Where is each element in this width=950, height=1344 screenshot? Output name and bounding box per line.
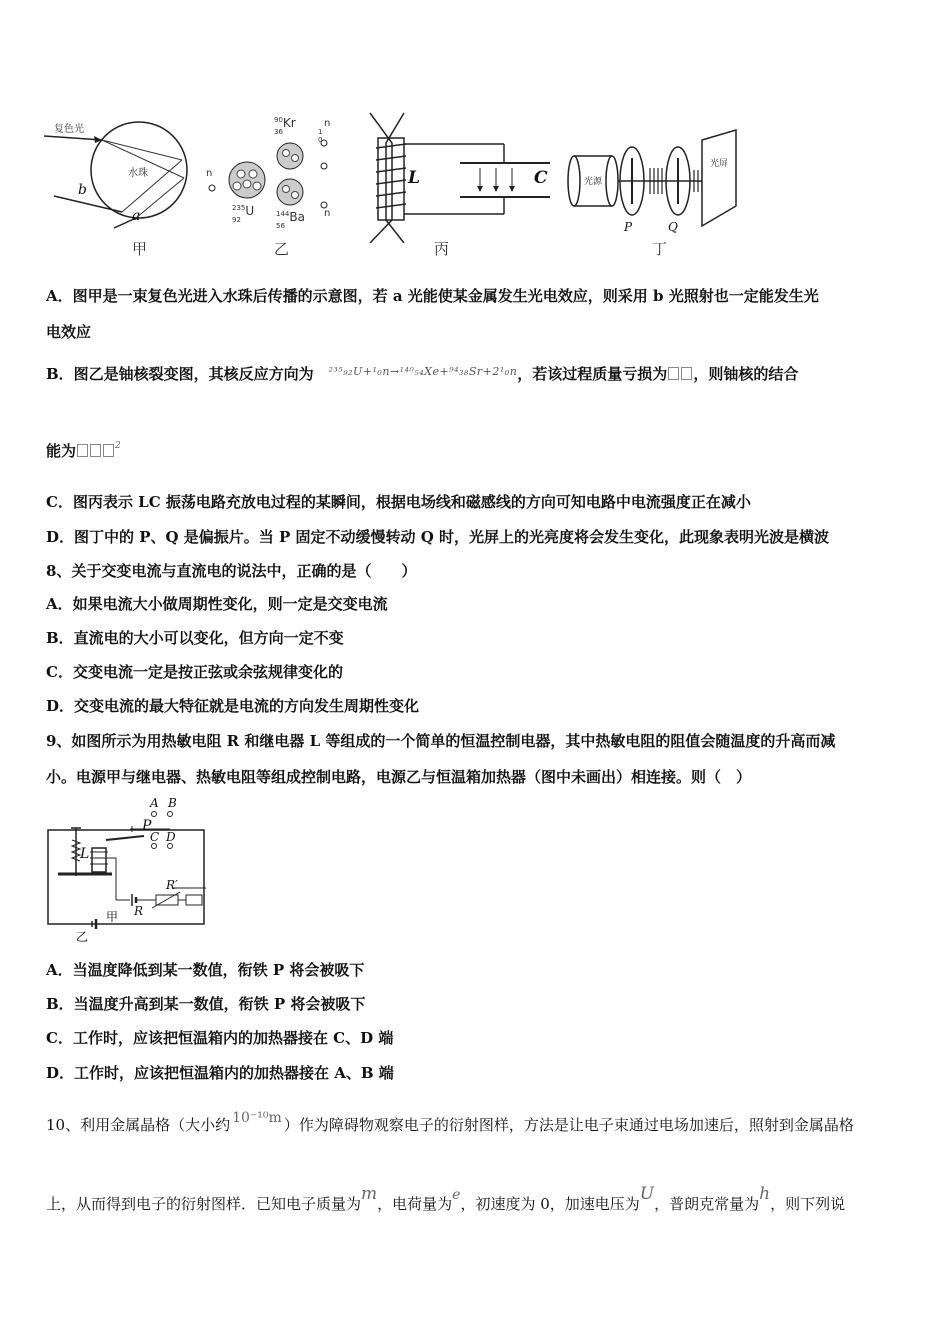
ba-number: 56 xyxy=(276,222,285,230)
neutron-left-label: n xyxy=(206,168,213,179)
figure-jia xyxy=(44,108,204,263)
ba-mass: 144 xyxy=(276,210,290,218)
source-yi-label: 乙 xyxy=(76,930,89,944)
ray-a-label: a xyxy=(132,208,141,224)
figure-ding xyxy=(564,108,754,263)
neutron-top-label: n xyxy=(324,118,331,129)
inductor-label: L xyxy=(408,168,420,188)
q7-option-a-line2: 电效应 xyxy=(46,323,92,341)
kr-symbol: Kr xyxy=(282,116,296,130)
u-number: 92 xyxy=(232,216,241,224)
q7-option-b-mid: ，若该过程质量亏损为 xyxy=(517,365,668,383)
q7-option-b xyxy=(46,362,798,384)
q9-option-b: B．当温度升高到某一数值，衔铁 P 将会被吸下 xyxy=(46,995,366,1013)
polarizer-p-label: P xyxy=(624,220,633,234)
q7-option-b-line2 xyxy=(46,436,121,461)
binding-energy-placeholder-icon xyxy=(77,444,88,457)
kr-number: 36 xyxy=(274,128,283,136)
contact-b-label: B xyxy=(168,796,177,810)
q8-option-b: B．直流电的大小可以变化，但方向一定不变 xyxy=(46,629,344,647)
polarizer-diagram xyxy=(564,108,754,233)
electron-charge-symbol: e xyxy=(452,1187,461,1203)
q9-option-d: D．工作时，应该把恒温箱内的加热器接在 A、B 端 xyxy=(46,1064,394,1082)
q7-option-a-line1: A．图甲是一束复色光进入水珠后传播的示意图，若 a 光能使某金属发生光电效应，则采用 b 光照射也一定能发生光 xyxy=(46,287,819,305)
ray-b-label: b xyxy=(78,182,87,198)
screen-label: 光屏 xyxy=(710,159,729,169)
thermistor-r-label: R xyxy=(134,904,144,918)
drop-label: 水珠 xyxy=(128,168,148,179)
q9-option-c: C．工作时，应该把恒温箱内的加热器接在 C、D 端 xyxy=(46,1029,394,1047)
neutron-bottom-label: n xyxy=(324,208,331,219)
contact-c-label: C xyxy=(150,830,160,844)
q10-line2-d: ，普朗克常量为 xyxy=(654,1195,760,1213)
figure-caption: 乙 xyxy=(274,240,290,258)
binding-energy-exponent: 2 xyxy=(115,441,121,451)
q9-option-a: A．当温度降低到某一数值，衔铁 P 将会被吸下 xyxy=(46,961,365,979)
contact-a-label: A xyxy=(150,796,159,810)
q8-option-d: D．交变电流的最大特征就是电流的方向发生周期性变化 xyxy=(46,697,420,715)
q10-line2-b: ，电荷量为 xyxy=(377,1195,453,1213)
electron-mass-symbol: m xyxy=(361,1184,378,1204)
capacitor-label: C xyxy=(534,168,548,188)
binding-energy-placeholder-icon xyxy=(103,444,114,457)
polarizer-q-label: Q xyxy=(668,220,678,234)
q7-option-b-line2-text: 能为 xyxy=(46,442,77,460)
armature-p-label: P xyxy=(142,818,152,834)
source-jia-label: 甲 xyxy=(106,910,119,924)
q8-option-a: A．如果电流大小做周期性变化，则一定是交变电流 xyxy=(46,595,388,613)
q10-line1-post: ）作为障碍物观察电子的衍射图样，方法是让电子束通过电场加速后，照射到金属晶格 xyxy=(283,1116,854,1134)
ba-symbol: Ba xyxy=(289,210,305,224)
figure-bing xyxy=(364,108,564,263)
fission-equation: ²³⁵₉₂U+¹₀n→¹⁴⁰₅₄Xe+⁹⁴₃₈Sr+2¹₀n xyxy=(328,365,518,378)
light-source-label: 光源 xyxy=(584,177,603,187)
planck-constant-symbol: h xyxy=(759,1184,771,1204)
neutron-mass: 1 xyxy=(318,128,323,136)
lattice-size-value: 10⁻¹⁰m xyxy=(232,1110,282,1126)
mass-defect-placeholder-icon xyxy=(668,367,679,380)
q7-option-b-pre: B．图乙是铀核裂变图，其核反应方向为 xyxy=(46,365,314,383)
q7-option-d: D．图丁中的 P、Q 是偏振片。当 P 固定不动缓慢转动 Q 时，光屏上的光亮度将会发生变化，此现象表明光波是横波 xyxy=(46,528,830,546)
relay-circuit-diagram xyxy=(46,796,216,946)
q10-line2-c: ，初速度为 0，加速电压为 xyxy=(460,1195,640,1213)
u-mass: 235 xyxy=(232,204,246,212)
q7-option-c: C．图丙表示 LC 振荡电路充放电过程的某瞬间，根据电场线和磁感线的方向可知电路中电流强度正在减小 xyxy=(46,493,751,511)
q10-line2-a: 上，从而得到电子的衍射图样．已知电子质量为 xyxy=(46,1195,362,1213)
figure-caption: 丁 xyxy=(652,240,668,258)
q9-stem-line1: 9、如图所示为用热敏电阻 R 和继电器 L 等组成的一个简单的恒温控制电器，其中热敏电阻的阻值会随温度的升高而减 xyxy=(46,732,836,750)
q8-option-c: C．交变电流一定是按正弦或余弦规律变化的 xyxy=(46,663,343,681)
binding-energy-placeholder-icon xyxy=(90,444,101,457)
q8-stem: 8、关于交变电流与直流电的说法中，正确的是（ ） xyxy=(46,562,417,580)
q10-line2 xyxy=(46,1184,845,1214)
figure-caption: 丙 xyxy=(434,240,450,258)
q7-option-b-post: ，则铀核的结合 xyxy=(693,365,799,383)
relay-circuit-figure xyxy=(46,796,216,946)
figure-yi xyxy=(204,108,354,263)
q9-stem-line2: 小。电源甲与继电器、热敏电阻等组成控制电路，电源乙与恒温箱加热器（图中未画出）相连接。则（ ） xyxy=(46,768,752,786)
figure-caption: 甲 xyxy=(132,240,148,258)
q10-line1 xyxy=(46,1108,854,1135)
mass-defect-placeholder-icon xyxy=(681,367,692,380)
incoming-light-label: 复色光 xyxy=(54,124,84,135)
voltage-symbol: U xyxy=(639,1184,655,1204)
u-symbol: U xyxy=(245,204,255,218)
contact-d-label: D xyxy=(166,830,176,844)
q10-line2-e: ，则下列说 xyxy=(770,1195,846,1213)
q10-line1-pre: 10、利用金属晶格（大小约 xyxy=(46,1116,231,1134)
neutron-number: 0 xyxy=(318,136,323,144)
resistor-r-prime-label: R′ xyxy=(166,878,178,892)
kr-mass: 90 xyxy=(274,116,283,124)
relay-l-label: L xyxy=(80,846,90,862)
